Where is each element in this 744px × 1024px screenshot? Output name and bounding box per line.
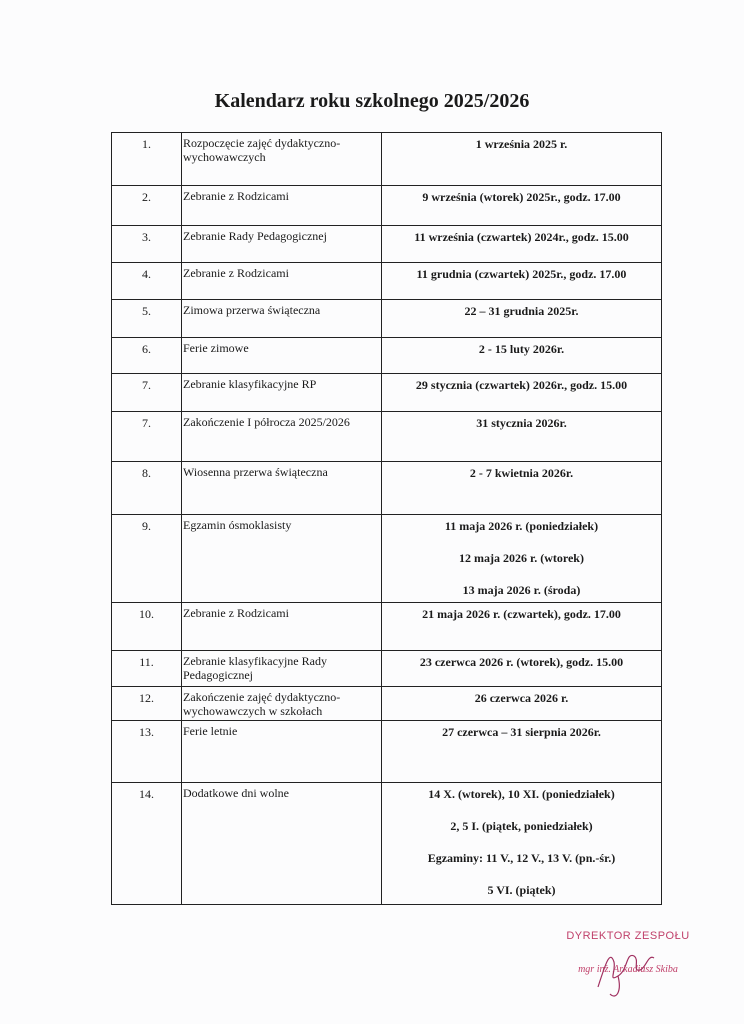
row-date: 1 września 2025 r. xyxy=(382,133,662,186)
row-number: 10. xyxy=(112,603,182,651)
row-event: Egzamin ósmoklasisty xyxy=(182,515,382,603)
row-date: 27 czerwca – 31 sierpnia 2026r. xyxy=(382,721,662,783)
row-number: 9. xyxy=(112,515,182,603)
row-number: 13. xyxy=(112,721,182,783)
row-number: 3. xyxy=(112,226,182,263)
calendar-table xyxy=(111,132,662,905)
table-row xyxy=(112,687,662,721)
row-event: Zakończenie zajęć dydaktyczno-wychowawczych w szkołach xyxy=(182,687,382,721)
row-number: 14. xyxy=(112,783,182,905)
row-date: 26 czerwca 2026 r. xyxy=(382,687,662,721)
row-event: Zebranie z Rodzicami xyxy=(182,186,382,226)
row-date: 14 X. (wtorek), 10 XI. (poniedziałek) 2, 5 I. (piątek, poniedziałek) Egzaminy: 11 V., 12 V., 13 V. (pn.-śr.) 5 VI. (piątek) xyxy=(382,783,662,905)
row-date: 11 grudnia (czwartek) 2025r., godz. 17.00 xyxy=(382,263,662,300)
row-date: 9 września (wtorek) 2025r., godz. 17.00 xyxy=(382,186,662,226)
row-date: 22 – 31 grudnia 2025r. xyxy=(382,300,662,338)
table-row xyxy=(112,186,662,226)
row-number: 11. xyxy=(112,651,182,687)
row-date: 2 - 7 kwietnia 2026r. xyxy=(382,462,662,515)
row-number: 4. xyxy=(112,263,182,300)
row-date: 29 stycznia (czwartek) 2026r., godz. 15.00 xyxy=(382,374,662,412)
table-row xyxy=(112,263,662,300)
row-event: Wiosenna przerwa świąteczna xyxy=(182,462,382,515)
row-event: Ferie letnie xyxy=(182,721,382,783)
signature-stamp xyxy=(548,930,708,975)
table-row xyxy=(112,338,662,374)
table-row xyxy=(112,721,662,783)
row-event: Zebranie klasyfikacyjne RP xyxy=(182,374,382,412)
row-number: 12. xyxy=(112,687,182,721)
row-number: 2. xyxy=(112,186,182,226)
row-number: 7. xyxy=(112,412,182,462)
row-event: Dodatkowe dni wolne xyxy=(182,783,382,905)
stamp-name: mgr inż. Arkadiusz Skiba xyxy=(578,964,678,975)
table-row xyxy=(112,374,662,412)
table-row xyxy=(112,783,662,905)
row-event: Zebranie klasyfikacyjne Rady Pedagogicznej xyxy=(182,651,382,687)
table-row xyxy=(112,462,662,515)
table-row xyxy=(112,226,662,263)
row-number: 7. xyxy=(112,374,182,412)
table-row xyxy=(112,300,662,338)
row-event: Rozpoczęcie zajęć dydaktyczno-wychowawczych xyxy=(182,133,382,186)
row-date: 31 stycznia 2026r. xyxy=(382,412,662,462)
row-number: 5. xyxy=(112,300,182,338)
row-date: 21 maja 2026 r. (czwartek), godz. 17.00 xyxy=(382,603,662,651)
row-date: 23 czerwca 2026 r. (wtorek), godz. 15.00 xyxy=(382,651,662,687)
row-event: Zebranie z Rodzicami xyxy=(182,263,382,300)
row-event: Zakończenie I półrocza 2025/2026 xyxy=(182,412,382,462)
page-title: Kalendarz roku szkolnego 2025/2026 xyxy=(214,90,530,112)
row-event: Zimowa przerwa świąteczna xyxy=(182,300,382,338)
table-row xyxy=(112,603,662,651)
table-row xyxy=(112,651,662,687)
row-number: 6. xyxy=(112,338,182,374)
table-row xyxy=(112,133,662,186)
stamp-role: DYREKTOR ZESPOŁU xyxy=(566,930,690,942)
handwritten-signature-icon xyxy=(588,942,668,1002)
row-event: Zebranie z Rodzicami xyxy=(182,603,382,651)
row-date: 2 - 15 luty 2026r. xyxy=(382,338,662,374)
table-row xyxy=(112,515,662,603)
row-number: 1. xyxy=(112,133,182,186)
row-number: 8. xyxy=(112,462,182,515)
row-event: Ferie zimowe xyxy=(182,338,382,374)
row-event: Zebranie Rady Pedagogicznej xyxy=(182,226,382,263)
row-date: 11 maja 2026 r. (poniedziałek) 12 maja 2026 r. (wtorek) 13 maja 2026 r. (środa) xyxy=(382,515,662,603)
table-row xyxy=(112,412,662,462)
row-date: 11 września (czwartek) 2024r., godz. 15.00 xyxy=(382,226,662,263)
